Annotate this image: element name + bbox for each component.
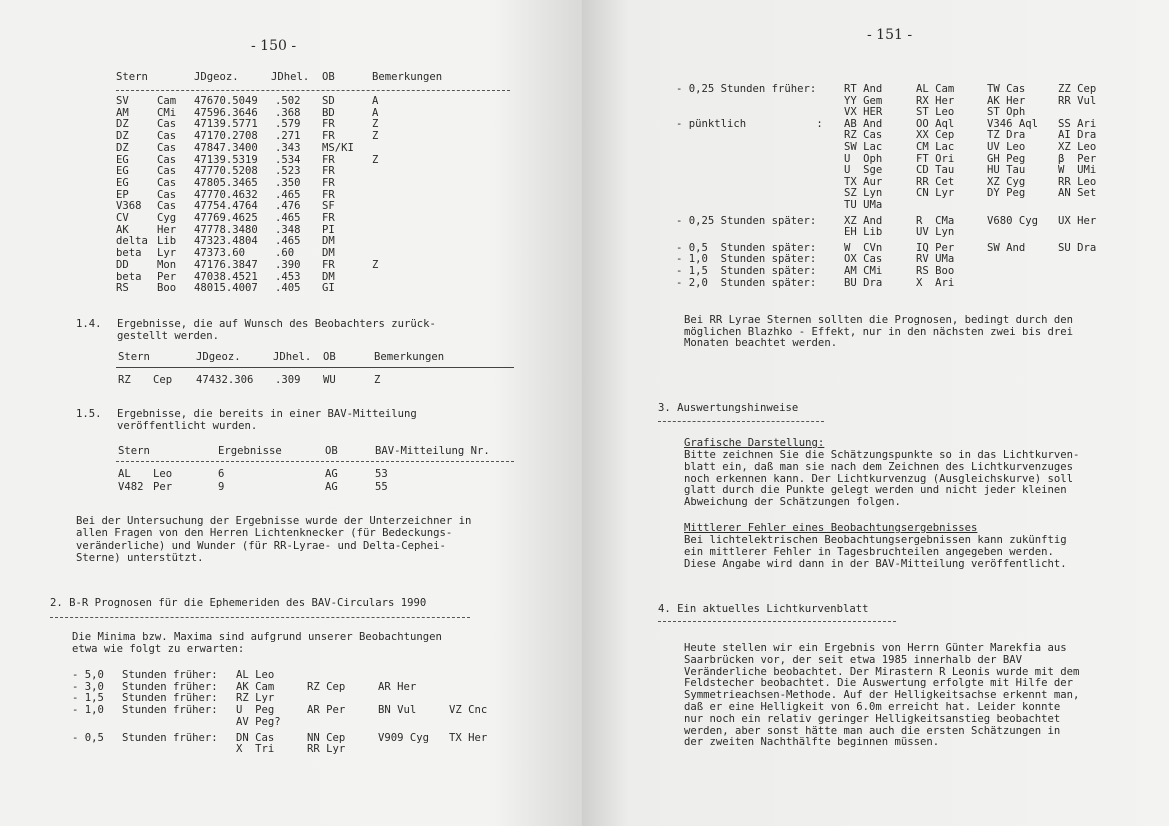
star-name: SU Dra xyxy=(1058,241,1097,254)
table-cell: EG xyxy=(116,153,129,166)
table-cell: EP xyxy=(116,188,129,201)
star-name: AR Per xyxy=(307,704,346,717)
table-cell: Boo xyxy=(157,282,177,295)
star-name: TW Cas xyxy=(987,83,1026,95)
paragraph-line: daß er eine Helligkeit von 6.0m erreicht hat. Leider konnte xyxy=(684,701,1061,713)
star-name: AI Dra xyxy=(1058,129,1097,142)
table-cell: 47847.3400 xyxy=(194,141,258,154)
table-cell: AK xyxy=(116,223,129,236)
star-name: XZ Cyg xyxy=(987,175,1026,188)
star-name: DN Cas xyxy=(236,731,275,744)
offset-label: - 2,0 Stunden später: xyxy=(676,276,817,289)
section-heading-rule xyxy=(658,421,824,422)
table-cell: .465 xyxy=(275,212,301,224)
table-cell: Z xyxy=(372,258,379,271)
paragraph-line: der zweiten Nachthälfte beginnen müssen. xyxy=(684,736,940,749)
table-cell: 47596.3646 xyxy=(194,106,258,119)
table-cell: beta xyxy=(116,270,142,283)
table-cell: 47432.306 xyxy=(196,374,254,386)
star-name: NN Cep xyxy=(307,731,346,744)
table-cell: .579 xyxy=(275,118,301,131)
star-name: OO Aql xyxy=(916,117,955,130)
star-name: HU Tau xyxy=(987,164,1026,177)
table-cell: 9 xyxy=(218,481,225,493)
table-header-rule xyxy=(116,461,514,462)
star-name: TX Aur xyxy=(844,175,883,188)
subheading: Mittlerer Fehler eines Beobachtungsergebnisses xyxy=(684,522,978,534)
star-name: RV UMa xyxy=(916,253,955,266)
star-name: AL Leo xyxy=(236,669,275,681)
star-name: SS Ari xyxy=(1058,117,1097,130)
left-page xyxy=(0,0,582,826)
table-cell: Cas xyxy=(157,188,177,201)
table-cell: CMi xyxy=(157,106,177,119)
star-name: U Sge xyxy=(844,164,883,177)
star-name: RR Cet xyxy=(916,175,955,188)
table-header: JDhel. xyxy=(271,71,310,83)
star-name: RZ Cas xyxy=(844,129,883,142)
table-cell: EG xyxy=(116,165,129,178)
star-name: XX Cep xyxy=(916,129,955,142)
star-name: RT And xyxy=(844,83,883,95)
table-cell: Lib xyxy=(157,235,177,248)
star-name: TZ Dra xyxy=(987,129,1026,142)
table-header: OB xyxy=(323,351,336,363)
table-cell: FR xyxy=(322,176,335,189)
table-cell: DD xyxy=(116,258,129,271)
table-cell: Mon xyxy=(157,258,177,271)
offset-label: Stunden früher: xyxy=(122,731,218,744)
paragraph-line: ein mittlerer Fehler in Tagesbruchteilen angegeben werden. xyxy=(684,545,1054,558)
star-name: TU UMa xyxy=(844,199,883,211)
table-cell: CV xyxy=(116,212,129,224)
table-cell: .271 xyxy=(275,130,301,143)
table-cell: 47770.5208 xyxy=(194,165,258,178)
table-cell: Per xyxy=(153,481,173,493)
table-cell: 47778.3480 xyxy=(194,223,258,236)
paragraph-line: Symmetrieachsen-Methode. Auf der Helligkeitsachse erkennt man, xyxy=(684,689,1080,702)
star-name: BU Dra xyxy=(844,276,883,289)
table-cell: GI xyxy=(322,282,335,295)
star-name: RS Boo xyxy=(916,265,955,277)
star-name: RR Leo xyxy=(1058,175,1097,188)
table-cell: AM xyxy=(116,106,129,119)
table-cell: FR xyxy=(322,258,335,271)
table-cell: AG xyxy=(325,468,338,480)
star-name: ZZ Cep xyxy=(1058,83,1097,95)
offset-label: Stunden früher: xyxy=(122,680,218,693)
table-cell: A xyxy=(372,106,379,119)
section-number: 1.4. xyxy=(76,318,102,330)
offset-label: - 1,5 Stunden später: xyxy=(676,265,817,277)
table-cell: DM xyxy=(322,235,335,248)
table-header: JDgeoz. xyxy=(194,71,239,83)
table-cell: 55 xyxy=(375,481,388,493)
paragraph-line: Die Minima bzw. Maxima sind aufgrund unserer Beobachtungen xyxy=(72,631,442,643)
table-header: OB xyxy=(325,445,338,457)
table-cell: .453 xyxy=(275,270,301,283)
star-name: RR Lyr xyxy=(307,743,346,756)
star-name: UX Her xyxy=(1058,214,1097,227)
table-cell: SV xyxy=(116,95,129,107)
table-cell: .390 xyxy=(275,258,301,271)
offset-label: - 3,0 xyxy=(72,680,104,693)
table-cell: Cas xyxy=(157,176,177,189)
section-heading-rule xyxy=(658,621,896,622)
table-cell: Per xyxy=(157,270,177,283)
table-cell: DM xyxy=(322,270,335,283)
section-heading: 4. Ein aktuelles Lichtkurvenblatt xyxy=(658,603,869,615)
section-number: 1.5. xyxy=(76,408,102,420)
star-name: RR Vul xyxy=(1058,94,1097,107)
paragraph-line: etwa wie folgt zu erwarten: xyxy=(72,643,245,655)
table-cell: PI xyxy=(322,223,335,236)
table-cell: .405 xyxy=(275,282,301,295)
table-cell: 47805.3465 xyxy=(194,176,258,189)
table-cell: 47770.4632 xyxy=(194,188,258,201)
table-cell: Cam xyxy=(157,95,177,107)
star-name: ST Oph xyxy=(987,106,1026,119)
table-cell: Lyr xyxy=(157,247,177,260)
star-name: VX HER xyxy=(844,106,883,119)
star-name: X Tri xyxy=(236,743,275,756)
star-name: SW And xyxy=(987,241,1026,254)
table-cell: .523 xyxy=(275,165,301,178)
paragraph-line: Veränderliche beobachtet. Der Mirastern R Leonis wurde mit dem xyxy=(684,665,1080,678)
table-cell: EG xyxy=(116,176,129,189)
star-name: AK Cam xyxy=(236,680,275,693)
table-cell: SF xyxy=(322,200,335,213)
paragraph-line: Bitte zeichnen Sie die Schätzungspunkte so in das Lichtkurven- xyxy=(684,449,1080,461)
star-name: VZ Cnc xyxy=(449,704,488,717)
star-name: RX Her xyxy=(916,94,955,107)
table-cell: SD xyxy=(322,95,335,107)
paragraph-line: Diese Angabe wird dann in der BAV-Mitteilung veröffentlicht. xyxy=(684,557,1067,570)
star-name: AN Set xyxy=(1058,187,1097,200)
star-name: R CMa xyxy=(916,214,955,227)
star-name: YY Gem xyxy=(844,94,883,107)
table-cell: .476 xyxy=(275,200,301,213)
table-cell: delta xyxy=(116,235,148,248)
paragraph-line: Bei der Untersuchung der Ergebnisse wurde der Unterzeichner in xyxy=(76,515,472,527)
table-cell: 47139.5319 xyxy=(194,153,258,166)
table-cell: WU xyxy=(323,374,336,386)
table-cell: .465 xyxy=(275,235,301,248)
table-cell: Cep xyxy=(153,374,173,386)
table-header: Stern xyxy=(118,445,150,457)
table-cell: DM xyxy=(322,247,335,260)
paragraph-line: Bei lichtelektrischen Beobachtungsergebnissen kann zukünftig xyxy=(684,534,1067,546)
star-name: RZ Lyr xyxy=(236,692,275,705)
paragraph-line: noch erkennen kann. Der Lichtkurvenzug (Ausgleichskurve) soll xyxy=(684,472,1074,485)
star-name: RZ Cep xyxy=(307,680,346,693)
table-cell: Cas xyxy=(157,200,177,213)
right-page xyxy=(582,0,1169,826)
offset-label: Stunden früher: xyxy=(122,704,218,717)
table-cell: 48015.4007 xyxy=(194,282,258,295)
star-name: UV Leo xyxy=(987,141,1026,153)
table-cell: A xyxy=(372,95,379,107)
table-cell: Z xyxy=(372,153,379,166)
table-cell: 47176.3847 xyxy=(194,258,258,271)
table-cell: .343 xyxy=(275,141,301,154)
table-header-rule xyxy=(116,90,510,91)
star-name: XZ And xyxy=(844,214,883,227)
table-cell: 47754.4764 xyxy=(194,200,258,213)
paragraph-line: Sterne) unterstützt. xyxy=(76,551,204,564)
star-name: AK Her xyxy=(987,94,1026,107)
table-cell: FR xyxy=(322,188,335,201)
section-title: Ergebnisse, die bereits in einer BAV-Mitteilung xyxy=(117,408,417,420)
page-number: - 150 - xyxy=(251,38,297,54)
table-header-rule xyxy=(116,367,514,368)
offset-label: - 0,5 Stunden später: xyxy=(676,241,817,254)
paragraph-line: Abweichung der Schätzungen folgen. xyxy=(684,496,901,509)
star-name: AL Cam xyxy=(916,83,955,95)
table-header: Stern xyxy=(118,351,150,363)
table-cell: RZ xyxy=(118,374,131,386)
table-cell: Cas xyxy=(157,141,177,154)
table-header: Bemerkungen xyxy=(372,71,443,83)
offset-label: - pünktlich : xyxy=(676,117,823,130)
paragraph-line: glatt durch die Punkte gelegt werden und nicht jeder kleinen xyxy=(684,484,1067,497)
offset-label: - 1,0 xyxy=(72,704,104,717)
star-name: X Ari xyxy=(916,276,955,289)
section-heading: 3. Auswertungshinweise xyxy=(658,402,799,414)
table-cell: Cas xyxy=(157,153,177,166)
star-name: U Oph xyxy=(844,152,883,165)
section-title: veröffentlicht wurden. xyxy=(117,420,258,432)
table-cell: DZ xyxy=(116,118,129,131)
table-cell: FR xyxy=(322,118,335,131)
page-number: - 151 - xyxy=(867,27,913,43)
table-cell: Her xyxy=(157,223,177,236)
table-header: JDhel. xyxy=(273,351,312,363)
paragraph-line: Saarbrücken vor, der seit etwa 1985 innerhalb der BAV xyxy=(684,653,1023,666)
star-name: V680 Cyg xyxy=(987,214,1039,227)
table-cell: BD xyxy=(322,106,335,119)
table-cell: 47038.4521 xyxy=(194,270,258,283)
star-name: AB And xyxy=(844,117,883,130)
table-cell: 47670.5049 xyxy=(194,95,258,107)
star-name: BN Vul xyxy=(378,704,417,717)
star-name: W UMi xyxy=(1058,164,1097,177)
paragraph-line: Monaten beachtet werden. xyxy=(684,337,838,350)
table-cell: V482 xyxy=(118,481,144,493)
star-name: CM Lac xyxy=(916,141,955,153)
table-cell: V368 xyxy=(116,200,142,213)
star-name: FT Ori xyxy=(916,152,955,165)
offset-label: - 5,0 xyxy=(72,669,104,681)
table-cell: .350 xyxy=(275,176,301,189)
table-cell: FR xyxy=(322,212,335,224)
paragraph-line: möglichen Blazhko - Effekt, nur in den nächsten zwei bis drei xyxy=(684,325,1074,338)
table-header: JDgeoz. xyxy=(196,351,241,363)
star-name: AR Her xyxy=(378,680,417,693)
star-name: EH Lib xyxy=(844,226,883,239)
table-cell: 47373.60 xyxy=(194,247,246,260)
table-cell: Z xyxy=(374,374,381,386)
star-name: SW Lac xyxy=(844,141,883,153)
table-cell: AL xyxy=(118,468,131,480)
star-name: V346 Aql xyxy=(987,117,1039,130)
table-cell: 47139.5771 xyxy=(194,118,258,131)
paragraph-line: blatt ein, daß man sie nach dem Zeichnen des Lichtkurvenzuges xyxy=(684,460,1074,473)
table-cell: DZ xyxy=(116,141,129,154)
table-header: OB xyxy=(322,71,335,83)
section-heading: 2. B-R Prognosen für die Ephemeriden des BAV-Circulars 1990 xyxy=(50,597,427,609)
table-cell: 47769.4625 xyxy=(194,212,258,224)
star-name: DY Peg xyxy=(987,187,1026,200)
offset-label: Stunden früher: xyxy=(122,669,218,681)
offset-label: - 0,25 Stunden später: xyxy=(676,214,817,227)
star-name: OX Cas xyxy=(844,253,883,266)
paragraph-line: Heute stellen wir ein Ergebnis von Herrn Günter Marekfia aus xyxy=(684,642,1067,654)
subheading: Grafische Darstellung: xyxy=(684,437,825,449)
offset-label: - 0,5 xyxy=(72,731,104,744)
star-name: SZ Lyn xyxy=(844,187,883,200)
paragraph-line: Bei RR Lyrae Sternen sollten die Prognosen, bedingt durch den xyxy=(684,314,1074,326)
paragraph-line: Feldstecher beobachtet. Die Auswertung erfolgte mit Hilfe der xyxy=(684,677,1074,690)
paragraph-line: veränderliche) und Wunder (für RR-Lyrae- und Delta-Cephei- xyxy=(76,539,446,552)
table-cell: 47170.2708 xyxy=(194,130,258,143)
table-cell: MS/KI xyxy=(322,141,354,154)
offset-label: - 1,0 Stunden später: xyxy=(676,253,817,266)
paragraph-line: allen Fragen von den Herren Lichtenknecker (für Bedeckungs- xyxy=(76,527,453,540)
star-name: W CVn xyxy=(844,241,883,254)
table-cell: FR xyxy=(322,165,335,178)
offset-label: - 0,25 Stunden früher: xyxy=(676,83,817,95)
table-cell: .465 xyxy=(275,188,301,201)
star-name: XZ Leo xyxy=(1058,141,1097,153)
table-header: Stern xyxy=(116,71,148,83)
table-cell: Cas xyxy=(157,118,177,131)
table-cell: .368 xyxy=(275,106,301,119)
section-heading-rule xyxy=(50,617,470,618)
table-header: Bemerkungen xyxy=(374,351,445,363)
table-cell: AG xyxy=(325,481,338,493)
star-name: GH Peg xyxy=(987,152,1026,165)
table-header: Ergebnisse xyxy=(218,445,282,457)
table-cell: DZ xyxy=(116,130,129,143)
star-name: U Peg xyxy=(236,704,275,717)
table-cell: 6 xyxy=(218,468,225,480)
table-cell: FR xyxy=(322,153,335,166)
star-name: V909 Cyg xyxy=(378,731,430,744)
table-cell: Leo xyxy=(153,468,173,480)
table-cell: .348 xyxy=(275,223,301,236)
star-name: CN Lyr xyxy=(916,187,955,200)
table-cell: 47323.4804 xyxy=(194,235,258,248)
star-name: AV Peg? xyxy=(236,715,281,728)
star-name: β Per xyxy=(1058,152,1097,165)
section-title: gestellt werden. xyxy=(117,330,220,342)
table-cell: 53 xyxy=(375,468,388,480)
table-cell: .309 xyxy=(275,374,301,386)
table-cell: .60 xyxy=(275,247,295,260)
offset-label: Stunden früher: xyxy=(122,692,218,705)
star-name: CD Tau xyxy=(916,164,955,177)
table-cell: FR xyxy=(322,130,335,143)
star-name: TX Her xyxy=(449,731,488,744)
table-cell: Cas xyxy=(157,165,177,178)
table-cell: RS xyxy=(116,282,129,295)
offset-label: - 1,5 xyxy=(72,692,104,705)
star-name: IQ Per xyxy=(916,241,955,254)
table-cell: .534 xyxy=(275,153,301,166)
table-cell: .502 xyxy=(275,95,301,107)
table-cell: Cyg xyxy=(157,212,177,224)
star-name: UV Lyn xyxy=(916,226,955,239)
paragraph-line: werden, aber sonst hätte man auch die ersten Schätzungen in xyxy=(684,724,1061,737)
table-cell: Z xyxy=(372,118,379,131)
table-cell: beta xyxy=(116,247,142,260)
table-header: BAV-Mitteilung Nr. xyxy=(375,445,490,457)
paragraph-line: nur noch ein relativ geringer Helligkeitsanstieg beobachtet xyxy=(684,712,1061,725)
star-name: ST Leo xyxy=(916,106,955,119)
section-title: Ergebnisse, die auf Wunsch des Beobachters zurück- xyxy=(117,318,436,330)
star-name: AM CMi xyxy=(844,265,883,277)
table-cell: Z xyxy=(372,130,379,143)
table-cell: Cas xyxy=(157,130,177,143)
